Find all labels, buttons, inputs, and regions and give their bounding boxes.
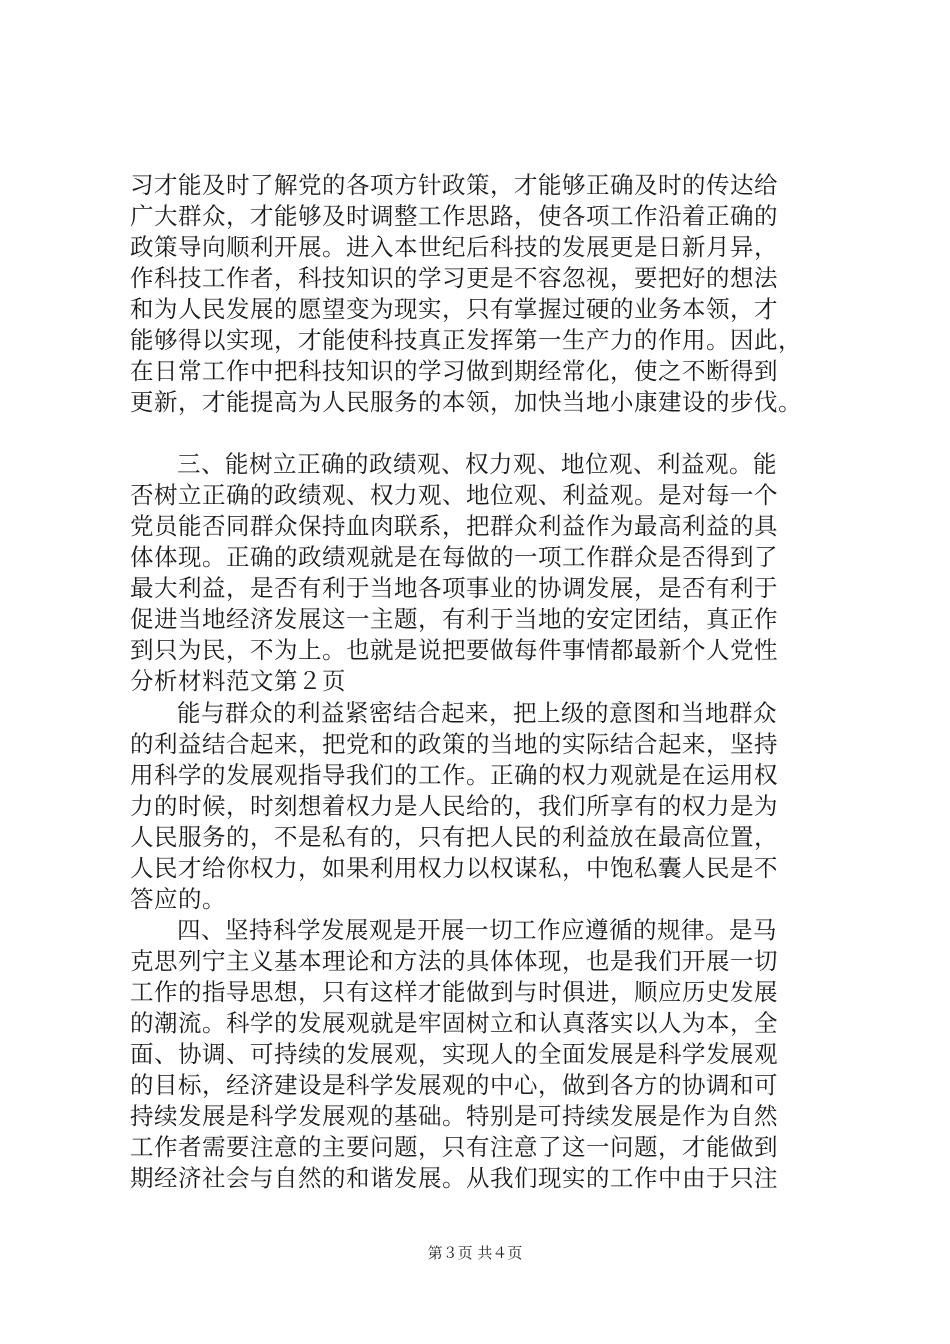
text-line: 能够得以实现，才能使科技真正发挥第一生产力的作用。因此， — [130, 326, 802, 354]
text-line: 人民才给你权力，如果利用权力以权谋私，中饱私囊人民是不 — [130, 854, 778, 882]
text-line: 促进当地经济发展这一主题，有利于当地的安定团结，真正作 — [130, 605, 778, 633]
paragraph-3 — [130, 698, 830, 915]
text-line: 面、协调、可持续的发展观，实现人的全面发展是科学发展观 — [130, 1040, 778, 1068]
text-line: 人民服务的，不是私有的，只有把人民的利益放在最高位置， — [130, 823, 778, 851]
text-line: 广大群众，才能够及时调整工作思路，使各项工作沿着正确的 — [130, 202, 778, 230]
text-line: 体体现。正确的政绩观就是在每做的一项工作群众是否得到了 — [130, 543, 778, 571]
text-line: 更新，才能提高为人民服务的本领，加快当地小康建设的步伐。 — [130, 388, 802, 416]
text-line: 党员能否同群众保持血肉联系，把群众利益作为最高利益的具 — [130, 512, 778, 540]
text-line: 持续发展是科学发展观的基础。特别是可持续发展是作为自然 — [130, 1102, 778, 1130]
text-line: 用科学的发展观指导我们的工作。正确的权力观就是在运用权 — [130, 761, 778, 789]
text-line: 作科技工作者，科技知识的学习更是不容忽视，要把好的想法 — [130, 264, 778, 292]
paragraph-4 — [130, 915, 830, 1194]
text-line: 习才能及时了解党的各项方针政策，才能够正确及时的传达给 — [130, 171, 778, 199]
paragraph-2 — [130, 449, 830, 697]
page-number-footer: 第３页 共４页 — [427, 1244, 523, 1262]
text-line: 否树立正确的政绩观、权力观、地位观、利益观。是对每一个 — [130, 481, 778, 509]
text-line: 能与群众的利益紧密结合起来，把上级的意图和当地群众 — [177, 699, 777, 727]
text-line: 的利益结合起来，把党和的政策的当地的实际结合起来，坚持 — [130, 730, 778, 758]
text-line: 最大利益，是否有利于当地各项事业的协调发展，是否有利于 — [130, 574, 778, 602]
text-line: 政策导向顺利开展。进入本世纪后科技的发展更是日新月异， — [130, 233, 778, 261]
text-line: 工作者需要注意的主要问题，只有注意了这一问题，才能做到 — [130, 1133, 778, 1161]
text-line: 力的时候，时刻想着权力是人民给的，我们所享有的权力是为 — [130, 792, 778, 820]
text-line: 的潮流。科学的发展观就是牢固树立和认真落实以人为本，全 — [130, 1009, 778, 1037]
text-line: 三、能树立正确的政绩观、权力观、地位观、利益观。能 — [177, 450, 777, 478]
text-line: 克思列宁主义基本理论和方法的具体体现，也是我们开展一切 — [130, 947, 778, 975]
text-line: 四、坚持科学发展观是开展一切工作应遵循的规律。是马 — [177, 916, 777, 944]
text-line: 和为人民发展的愿望变为现实，只有掌握过硬的业务本领，才 — [130, 295, 778, 323]
text-line: 在日常工作中把科技知识的学习做到期经常化，使之不断得到 — [130, 357, 778, 385]
text-line: 答应的。 — [130, 885, 226, 913]
paragraph-1 — [130, 170, 830, 418]
text-line: 期经济社会与自然的和谐发展。从我们现实的工作中由于只注 — [130, 1164, 778, 1192]
text-line: 到只为民，不为上。也就是说把要做每件事情都最新个人党性 — [130, 636, 778, 664]
text-line: 的目标，经济建设是科学发展观的中心，做到各方的协调和可 — [130, 1071, 778, 1099]
text-line: 分析材料范文第２页 — [130, 667, 346, 695]
text-line: 工作的指导思想，只有这样才能做到与时俱进，顺应历史发展 — [130, 978, 778, 1006]
